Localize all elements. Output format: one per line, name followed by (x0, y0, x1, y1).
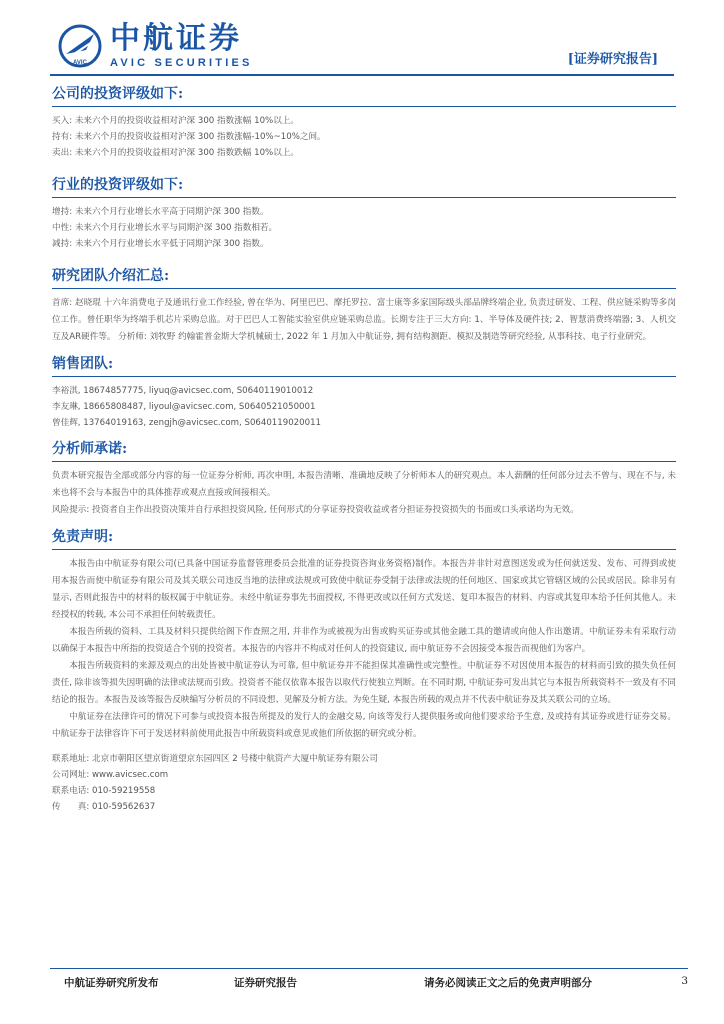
section-divider (52, 288, 676, 289)
footer-report-type: 证券研究报告 (234, 977, 297, 989)
section-divider (52, 106, 676, 107)
header-divider (50, 74, 674, 76)
section-divider (52, 461, 676, 462)
rating-line: 卖出: 未来六个月的投资收益相对沪深 300 指数跌幅 10%以上。 (52, 148, 299, 158)
disclaimer-paragraph: 中航证券在法律许可的情况下可参与或投资本报告所提及的发行人的金融交易, 向该等发行人提供服务或向他们要求给予生意, 及或持有其证券或进行证券交易。中航证券于法律容许下可于发送材料前使用此报告中所载资料或意见或他们所依据的研究或分析。 (52, 712, 676, 739)
disclaimer-paragraph: 本报告由中航证券有限公司(已具备中国证券监督管理委员会批准的证券投资咨询业务资格)制作。本报告并非针对意图送发或为任何就送发、发布、可得到或使用本报告而使中航证券有限公司及其关联公司违反当地的法律或法规或可致使中航证券受制于法律或法规的任何地区、国家或其它管辖区域的公民或居民。除非另有显示, 否则此报告中的材料的版权属于中航证券。未经中航证券事先书面授权, 不得更改或以任何方式发送、复印本报告的材料、内容或其复印本给予任何其他人。未经授权的转载, 本公司不承担任何转载责任。 (52, 559, 676, 620)
logo-english-name: AVIC SECURITIES (110, 57, 253, 69)
contact-fax: 传 真: 010-59562637 (52, 802, 156, 812)
team-section (52, 266, 676, 346)
industry-rating-section (52, 175, 676, 252)
footer-disclaimer-note: 请务必阅读正文之后的免责声明部分 (424, 977, 592, 989)
footer-publisher: 中航证券研究所发布 (64, 977, 159, 989)
sales-contact: 李友琳, 18665808487, liyoul@avicsec.com, S0640521050001 (52, 402, 316, 412)
sales-contact: 曾佳辉, 13764019163, zengjh@avicsec.com, S0640119020011 (52, 418, 322, 428)
contact-website[interactable]: 公司网址: www.avicsec.com (52, 770, 169, 780)
team-title: 研究团队介绍汇总: (52, 268, 170, 284)
company-rating-title: 公司的投资评级如下: (52, 86, 184, 102)
report-type-tag: [证券研究报告] (567, 52, 658, 67)
sales-title: 销售团队: (52, 356, 114, 372)
risk-warning: 风险提示: 投资者自主作出投资决策并自行承担投资风险, 任何形式的分享证券投资收益或者分担证券投资损失的书面或口头承诺均为无效。 (52, 505, 579, 515)
section-divider (52, 376, 676, 377)
rating-line: 增持: 未来六个月行业增长水平高于同期沪深 300 指数。 (52, 207, 269, 217)
disclaimer-section (52, 527, 676, 743)
rating-line: 持有: 未来六个月的投资收益相对沪深 300 指数涨幅-10%~10%之间。 (52, 132, 326, 142)
avic-logo-icon (58, 24, 102, 68)
page-number: 3 (681, 975, 688, 987)
contact-section (52, 751, 676, 815)
rating-line: 买入: 未来六个月的投资收益相对沪深 300 指数涨幅 10%以上。 (52, 116, 299, 126)
industry-rating-title: 行业的投资评级如下: (52, 177, 184, 193)
team-description: 首席: 赵晓琨 十六年消费电子及通讯行业工作经验, 曾在华为、阿里巴巴、摩托罗拉、富士康等多家国际级头部品牌终端企业, 负责过研发、工程、供应链采购等多岗位工作。曾任职华为终端手机芯片采购总监。对于巴巴人工智能实验室供应链采购总监。长期专注于三大方向: 1、半导体及硬件技; 2、智慧消费终端器; 3、人机交互及AR硬件等。 分析师: 刘牧野 约翰霍普金斯大学机械硕士, 2022 年 1 月加入中航证券, 拥有结构测距、模拟及制造等研究经验, 从事科技、电子行业研究。 (52, 298, 676, 342)
rating-line: 中性: 未来六个月行业增长水平与同期沪深 300 指数相若。 (52, 223, 278, 233)
commitment-section (52, 439, 676, 519)
sales-contact: 李裕淇, 18674857775, liyuq@avicsec.com, S0640119010012 (52, 386, 314, 396)
disclaimer-title: 免责声明: (52, 529, 114, 545)
page-header (0, 0, 724, 80)
logo-chinese-name: 中航证券 (110, 21, 242, 56)
section-divider (52, 549, 676, 550)
rating-line: 减持: 未来六个月行业增长水平低于同期沪深 300 指数。 (52, 239, 269, 249)
section-divider (52, 197, 676, 198)
commitment-text: 负责本研究报告全部或部分内容的每一位证券分析师, 再次申明, 本报告清晰、准确地反映了分析师本人的研究观点。本人薪酬的任何部分过去不曾与、现在不与, 未来也将不会与本报告中的具体推荐或观点直接或间接相关。 (52, 471, 676, 498)
page-content (52, 84, 676, 823)
disclaimer-paragraph: 本报告所载资料的来源及观点的出处皆被中航证券认为可靠, 但中航证券并不能担保其准确性或完整性。中航证券不对因使用本报告的材料而引致的损失负任何责任, 除非该等损失因明确的法律或法规而引致。投资者不能仅依靠本报告以取代行使独立判断。在不同时期, 中航证券可发出其它与本报告所载资料不一致及有不同结论的报告。本报告及该等报告反映编写分析员的不同设想、见解及分析方法。为免生疑, 本报告所载的观点并不代表中航证券及其关联公司的立场。 (52, 661, 676, 705)
disclaimer-paragraph: 本报告所载的资料、工具及材料只提供给阁下作查照之用, 并非作为或被视为出售或购买证券或其他金融工具的邀请或向他人作出邀请。中航证券未有采取行动以确保于本报告中所指的投资适合个别的投资者。本报告的内容并不构成对任何人的投资建议, 而中航证券不会因接受本报告而视他们为客户。 (52, 627, 676, 654)
logo-mark-text: AVIC (73, 60, 87, 66)
page-footer (50, 968, 688, 993)
sales-section (52, 354, 676, 431)
commitment-title: 分析师承诺: (52, 441, 128, 457)
company-rating-section (52, 84, 676, 161)
contact-address: 联系地址: 北京市朝阳区望京街道望京东园四区 2 号楼中航资产大厦中航证券有限公司 (52, 754, 378, 764)
contact-phone: 联系电话: 010-59219558 (52, 786, 156, 796)
